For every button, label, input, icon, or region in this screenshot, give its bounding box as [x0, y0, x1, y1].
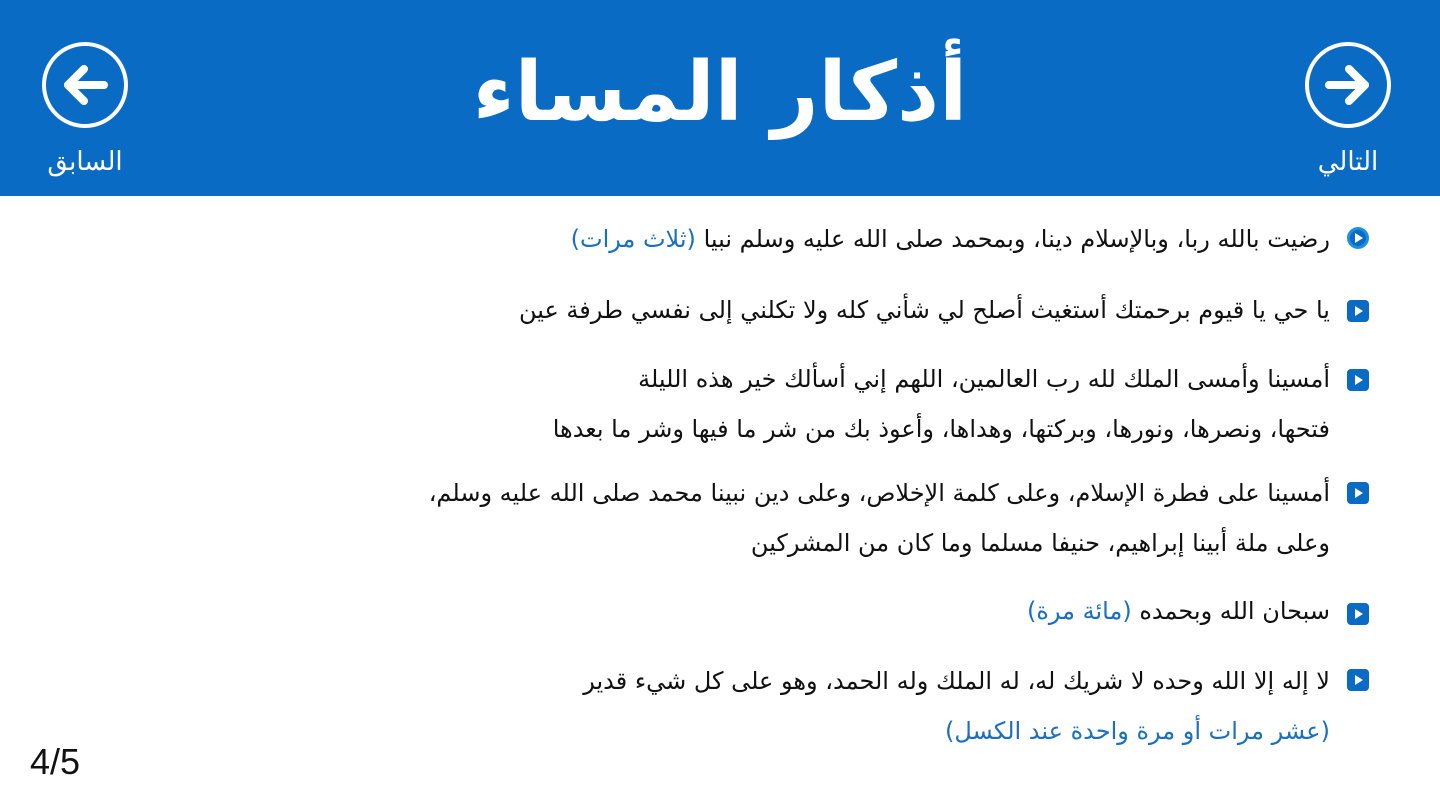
- play-bullet-icon[interactable]: [1346, 299, 1370, 323]
- list-item: [230, 586, 1330, 636]
- item-note: (ثلاث مرات): [570, 225, 696, 253]
- item-text: رضيت بالله ربا، وبالإسلام دينا، وبمحمد صلى الله عليه وسلم نبيا: [703, 225, 1330, 253]
- play-bullet-icon[interactable]: [1346, 481, 1370, 505]
- item-line: فتحها، ونصرها، ونورها، وبركتها، وهداها، وأعوذ بك من شر ما فيها وشر ما بعدها: [552, 415, 1330, 443]
- play-bullet-icon[interactable]: [1346, 668, 1370, 692]
- item-text: سبحان الله وبحمده: [1139, 597, 1330, 625]
- adhkar-list: [0, 196, 1440, 810]
- arrow-right-icon: [1305, 42, 1391, 128]
- item-line: وعلى ملة أبينا إبراهيم، حنيفا مسلما وما كان من المشركين: [750, 529, 1330, 557]
- play-bullet-icon[interactable]: [1346, 602, 1370, 626]
- page-counter: 4/5: [30, 741, 81, 782]
- header-bar: [0, 0, 1440, 196]
- item-text: لا إله إلا الله وحده لا شريك له، له الملك وله الحمد، وهو على كل شيء قدير: [583, 667, 1330, 695]
- next-button[interactable]: [1281, 42, 1421, 187]
- item-note: (مائة مرة): [1026, 597, 1132, 625]
- page-title: أذكار المساء: [472, 45, 968, 140]
- previous-label: السابق: [47, 147, 123, 177]
- play-bullet-icon[interactable]: [1346, 226, 1370, 250]
- list-item: [230, 285, 1330, 335]
- list-item: [230, 214, 1330, 264]
- previous-button[interactable]: [18, 42, 158, 187]
- arrow-left-icon: [42, 42, 128, 128]
- item-note: (عشر مرات أو مرة واحدة عند الكسل): [944, 717, 1330, 745]
- list-item: [230, 656, 1330, 756]
- item-line: أمسينا وأمسى الملك لله رب العالمين، اللهم إني أسألك خير هذه الليلة: [638, 365, 1330, 393]
- item-text: يا حي يا قيوم برحمتك أستغيث أصلح لي شأني كله ولا تكلني إلى نفسي طرفة عين: [518, 296, 1330, 324]
- list-item: [230, 354, 1330, 454]
- play-bullet-icon[interactable]: [1346, 368, 1370, 392]
- item-line: أمسينا على فطرة الإسلام، وعلى كلمة الإخلاص، وعلى دين نبينا محمد صلى الله عليه وسلم،: [428, 479, 1330, 507]
- next-label: التالي: [1317, 147, 1379, 177]
- list-item: [230, 468, 1330, 568]
